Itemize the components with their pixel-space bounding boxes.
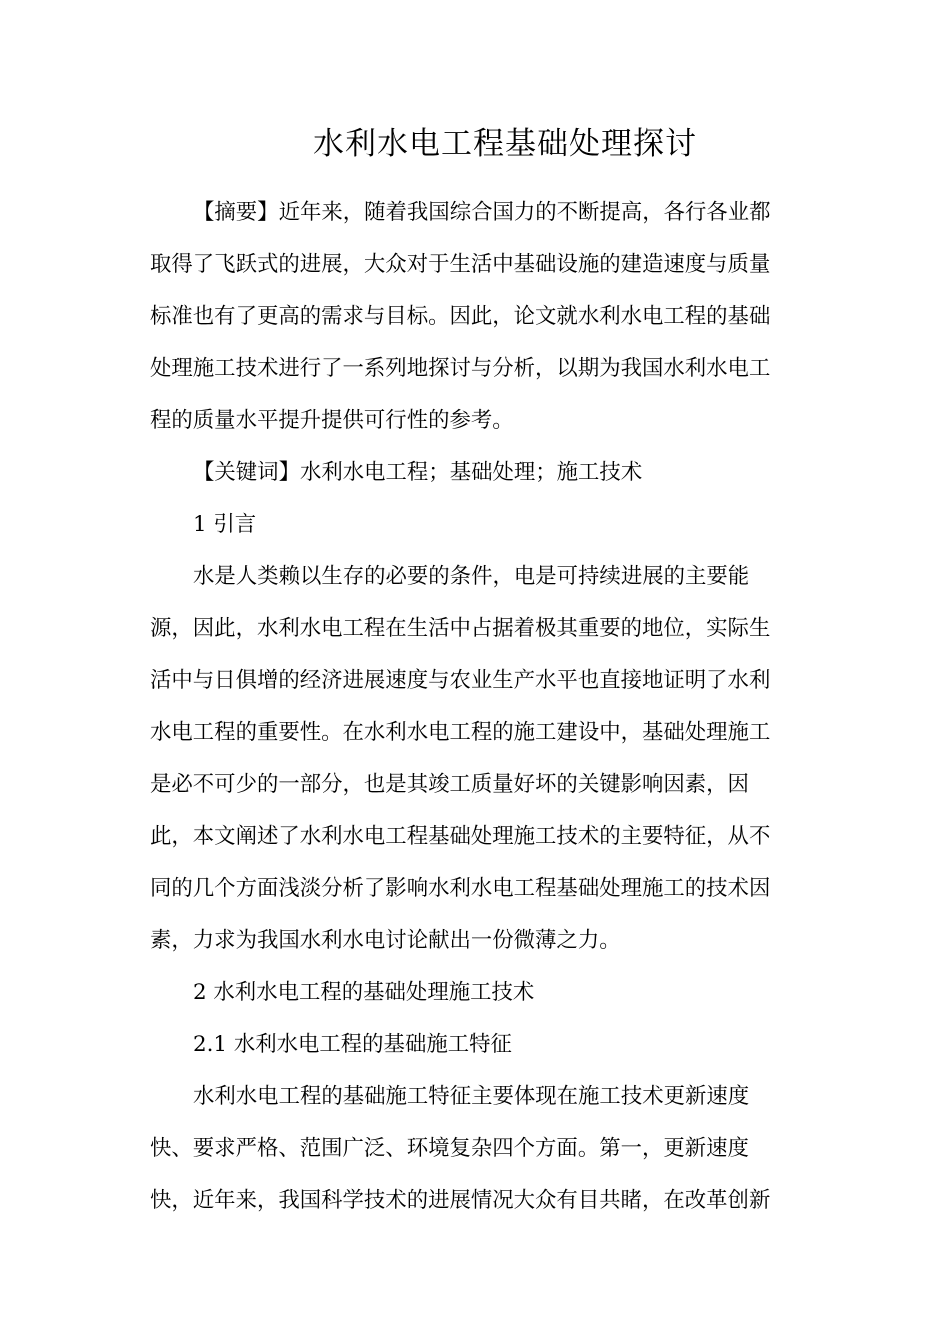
intro-line-3: 活中与日俱增的经济进展速度与农业生产水平也直接地证明了水利 [150,668,771,693]
document-body [150,187,800,1227]
document-title: 水利水电工程基础处理探讨 [313,126,697,162]
abstract-line-1: 【摘要】近年来，随着我国综合国力的不断提高，各行各业都 [193,200,771,225]
intro-line-6: 此，本文阐述了水利水电工程基础处理施工技术的主要特征，从不 [150,824,771,849]
intro-line-8: 素，力求为我国水利水电讨论献出一份微薄之力。 [150,928,621,953]
subsection-heading-2-1: 2.1 水利水电工程的基础施工特征 [193,1032,512,1057]
paragraph-line-2: 快、要求严格、范围广泛、环境复杂四个方面。第一，更新速度 [150,1136,749,1161]
abstract-line-2: 取得了飞跃式的进展，大众对于生活中基础设施的建造速度与质量 [150,252,771,277]
paragraph-line-3: 快，近年来，我国科学技术的进展情况大众有目共睹，在改革创新 [150,1188,771,1213]
section-heading-2: 2 水利水电工程的基础处理施工技术 [193,980,535,1005]
abstract-line-5: 程的质量水平提升提供可行性的参考。 [150,408,514,433]
intro-line-5: 是必不可少的一部分，也是其竣工质量好坏的关键影响因素，因 [150,772,749,797]
intro-line-7: 同的几个方面浅淡分析了影响水利水电工程基础处理施工的技术因 [150,876,771,901]
intro-line-1: 水是人类赖以生存的必要的条件，电是可持续进展的主要能 [193,564,750,589]
section-heading-1: 1 引言 [193,512,257,537]
keywords-line: 【关键词】水利水电工程；基础处理；施工技术 [193,460,643,485]
intro-line-4: 水电工程的重要性。在水利水电工程的施工建设中，基础处理施工 [150,720,771,745]
paragraph-line-1: 水利水电工程的基础施工特征主要体现在施工技术更新速度 [193,1084,750,1109]
abstract-line-4: 处理施工技术进行了一系列地探讨与分析，以期为我国水利水电工 [150,356,771,381]
abstract-line-3: 标准也有了更高的需求与目标。因此，论文就水利水电工程的基础 [150,304,771,329]
intro-line-2: 源，因此，水利水电工程在生活中占据着极其重要的地位，实际生 [150,616,771,641]
